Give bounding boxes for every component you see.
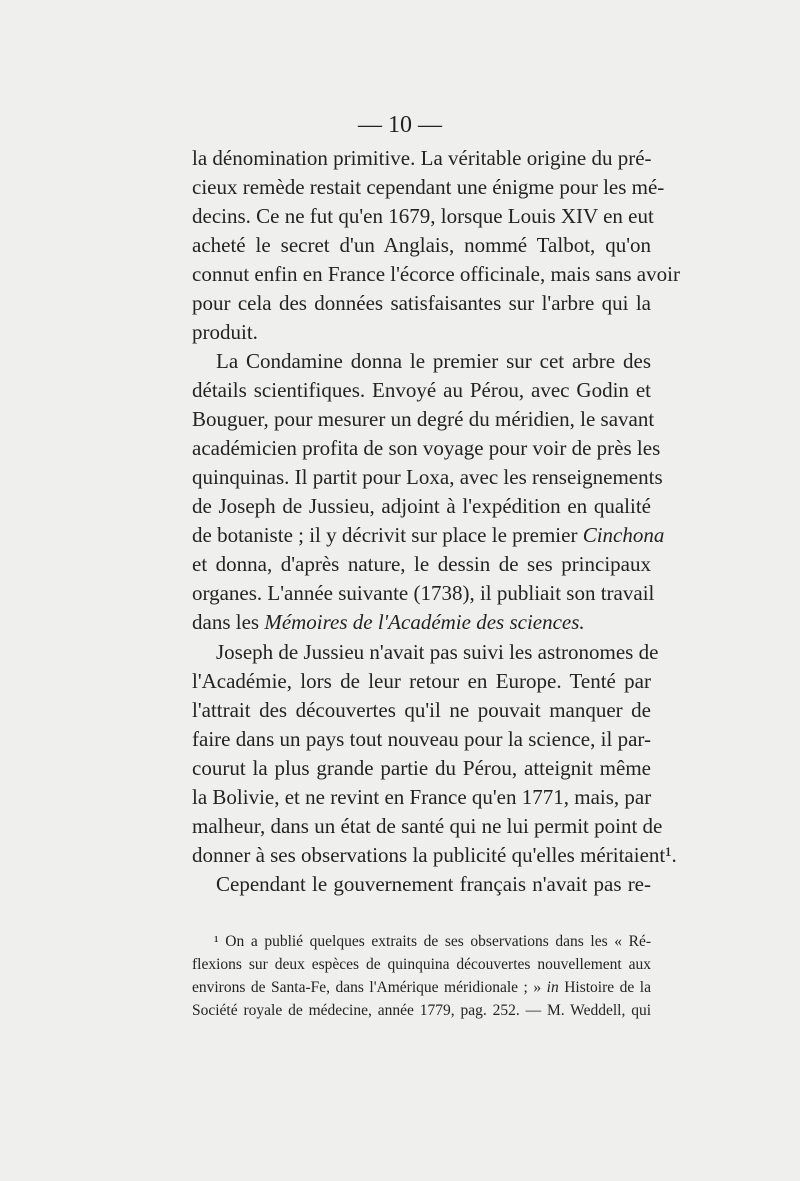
footnote-line: ¹ On a publié quelques extraits de ses observations dans les « Ré- <box>214 933 651 950</box>
italic-memoires-title: Mémoires de l'Académie des sciences. <box>264 610 585 634</box>
text-line: malheur, dans un état de santé qui ne lui permit point de <box>192 814 663 838</box>
footnote-line: Société royale de médecine, année 1779, pag. 252. — M. Weddell, qui <box>192 1002 651 1019</box>
text-line: de Joseph de Jussieu, adjoint à l'expédition en qualité <box>192 494 651 518</box>
text-line <box>192 520 665 550</box>
text-line: Bouguer, pour mesurer un degré du méridien, le savant <box>192 407 655 431</box>
text-line <box>192 607 651 637</box>
text-line: la dénomination primitive. La véritable origine du pré- <box>192 146 652 170</box>
text-line: donner à ses observations la publicité qu'elles méritaient¹. <box>192 843 677 867</box>
footnote-line <box>192 976 651 1000</box>
paragraph-start-line: Joseph de Jussieu n'avait pas suivi les astronomes de <box>216 640 659 664</box>
text-line: et donna, d'après nature, le dessin de ses principaux <box>192 552 651 576</box>
text-line: decins. Ce ne fut qu'en 1679, lorsque Louis XIV en eut <box>192 204 654 228</box>
page-number: — 10 — <box>358 112 442 138</box>
text-line: l'attrait des découvertes qu'il ne pouvait manquer de <box>192 698 651 722</box>
footnote-line: flexions sur deux espèces de quinquina découvertes nouvellement aux <box>192 956 651 973</box>
text-line: faire dans un pays tout nouveau pour la science, il par- <box>192 727 651 751</box>
text-line: quinquinas. Il partit pour Loxa, avec les renseignements <box>192 465 663 489</box>
text-line: cieux remède restait cependant une énigme pour les mé- <box>192 175 665 199</box>
paragraph-start-line: Cependant le gouvernement français n'avait pas re- <box>216 872 651 896</box>
italic-cinchona: Cinchona <box>582 523 665 547</box>
text-line: acheté le secret d'un Anglais, nommé Talbot, qu'on <box>192 233 651 257</box>
text-line: connut enfin en France l'écorce officinale, mais sans avoir <box>192 262 680 286</box>
paragraph-start-line: La Condamine donna le premier sur cet arbre des <box>216 349 651 373</box>
text-line: produit. <box>192 320 258 344</box>
italic-in: in <box>546 979 559 996</box>
text-segment: environs de Santa-Fe, dans l'Amérique méridionale ; » <box>192 979 547 996</box>
text-line: organes. L'année suivante (1738), il publiait son travail <box>192 581 655 605</box>
text-line: l'Académie, lors de leur retour en Europe. Tenté par <box>192 669 651 693</box>
text-segment: de botaniste ; il y décrivit sur place le premier <box>192 523 583 547</box>
text-segment: Histoire de la <box>558 979 651 996</box>
text-line: la Bolivie, et ne revint en France qu'en 1771, mais, par <box>192 785 652 809</box>
text-line: courut la plus grande partie du Pérou, atteignit même <box>192 756 651 780</box>
text-line: pour cela des données satisfaisantes sur l'arbre qui la <box>192 291 651 315</box>
text-line: académicien profita de son voyage pour voir de près les <box>192 436 661 460</box>
text-line: détails scientifiques. Envoyé au Pérou, avec Godin et <box>192 378 651 402</box>
text-segment: dans les <box>192 610 265 634</box>
